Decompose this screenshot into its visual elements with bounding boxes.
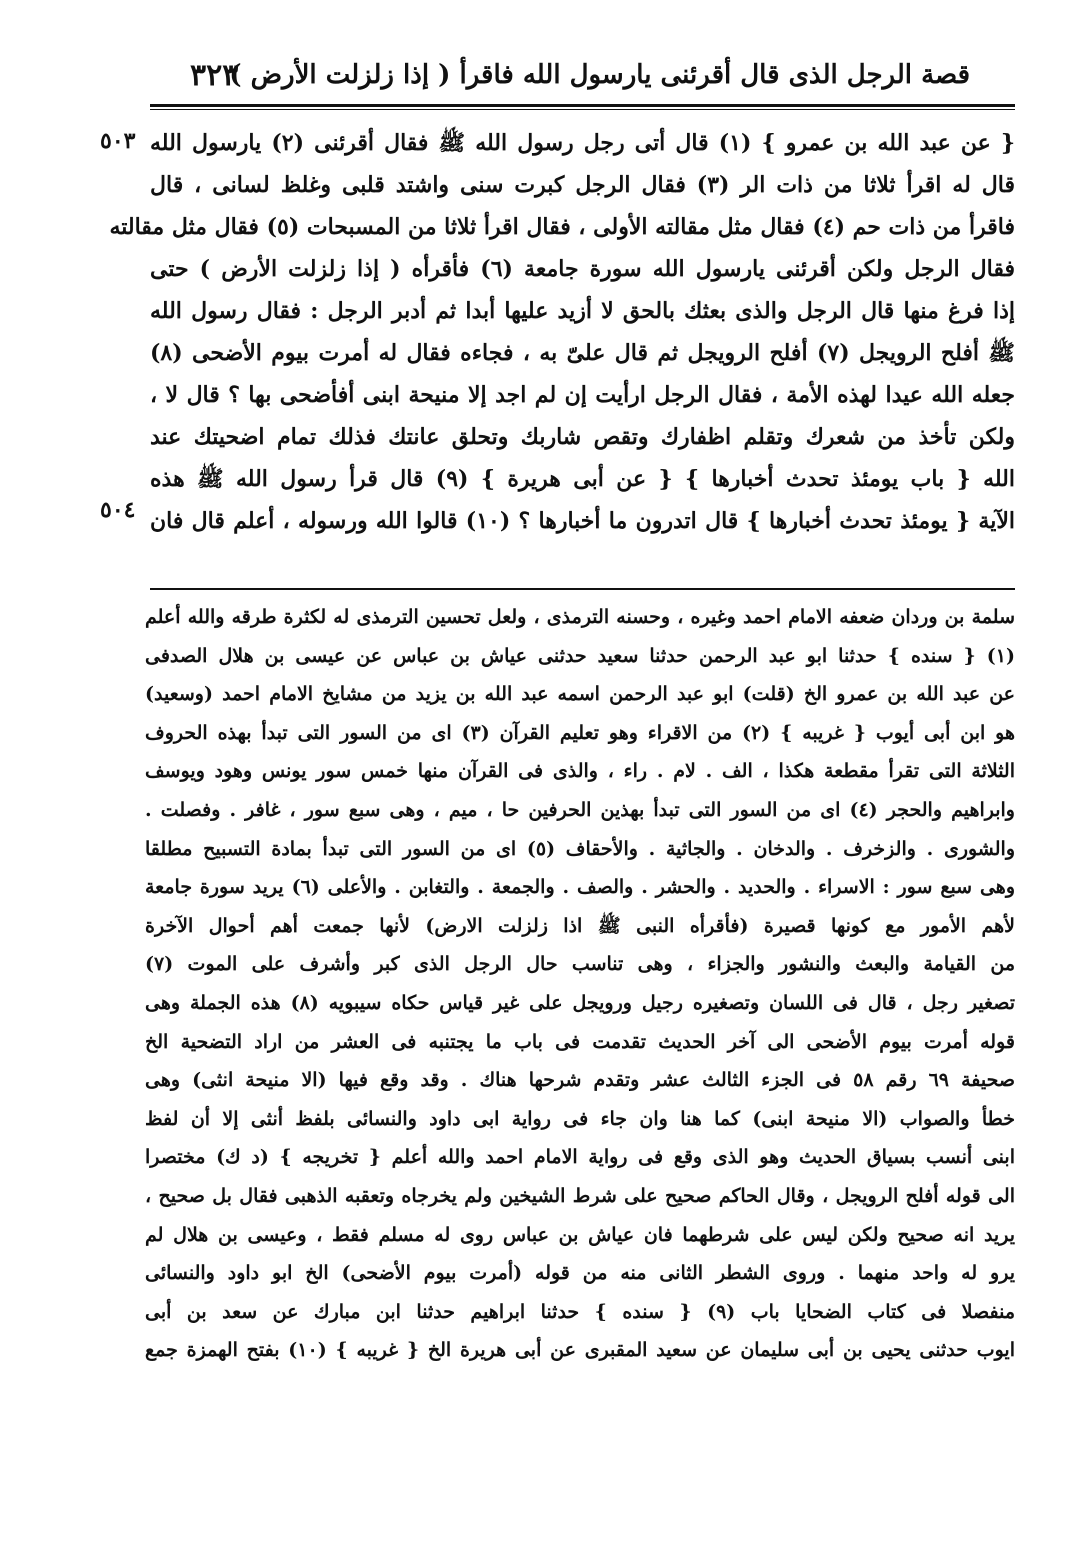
footnote-line: وابراهيم والحجر (٤) اى من السور التى تبدأ بهذين الحرفين حا ، ميم ، وهى سبع سور ، غافر . وفصلت . — [145, 798, 1015, 821]
footnote-line: منفصلا فى كتاب الضحايا باب (٩) { سنده } حدثنا ابراهيم حدثنا ابن مبارك عن سعد بن أبى — [145, 1300, 1015, 1323]
footnote-line: ابنى أنسب بسياق الحديث وهو الذى وقع فى رواية الامام احمد والله أعلم { تخريجه } (د ك) مختصرا — [145, 1146, 1015, 1169]
footnote-line: يريد انه صحيح ولكن ليس على شرطهما فان عياش بن عباس روى له مسلم فقط ، وعيسى بن هلال لم — [145, 1223, 1015, 1246]
footnote-line: عن عبد الله بن عمرو الخ (قلت) ابو عبد الرحمن اسمه عبد الله بن يزيد من مشايخ الامام احمد (وسعيد) — [145, 683, 1015, 706]
main-text-line: قال له اقرأ ثلاثا من ذات الر (٣) فقال الرجل كبرت سنى واشتد قلبى وغلظ لسانى ، قال — [150, 172, 1015, 198]
hadith-number: ٥٠٣ — [100, 128, 136, 154]
footnote-line: ايوب حدثنى يحيى بن أبى سليمان عن سعيد المقبرى عن أبى هريرة الخ { غريبه } (١٠) بفتح الهمزة جمع — [145, 1339, 1015, 1362]
running-title: قصة الرجل الذى قال أقرئنى يارسول الله فاقرأ ( إذا زلزلت الأرض ) — [229, 60, 970, 90]
footnote-line: هو ابن أبى أيوب { غريبه } (٢) من الاقراء وهو تعليم القرآن (٣) اى من السور التى تبدأ بهذه الحروف — [145, 721, 1015, 744]
footnote-line: تصغير رجل ، قال فى اللسان وتصغيره رجيل ورويجل على غير قياس حكاه سيبويه (٨) هذه الجملة وهى — [145, 991, 1015, 1014]
footnote-line: سلمة بن وردان ضعفه الامام احمد وغيره ، وحسنه الترمذى ، ولعل تحسين الترمذى له لكثرة طرقه والله أعلم — [145, 606, 1015, 628]
footnote-line: وهى سبع سور : الاسراء . والحديد . والحشر . والصف . والجمعة . والتغابن . والأعلى (٦) يريد سورة جامعة — [145, 876, 1016, 899]
footnote-line: يرو له واحد منهما . وروى الشطر الثانى منه من قوله (أمرت بيوم الأضحى) الخ ابو داود والنسائى — [145, 1262, 1015, 1285]
footnote-line: لأهم الأمور مع كونها قصيرة (فأقرأه النبى ﷺ اذا زلزلت الارض) لأنها جمعت أهم أحوال الآخرة — [145, 914, 1015, 937]
footnote-line: الى قوله أفلح الرويجل ، وقال الحاكم صحيح على شرط الشيخين ولم يخرجاه وتعقبه الذهبى فقال بل صحيح ، — [145, 1184, 1015, 1207]
hadith-number: ٥٠٤ — [100, 497, 136, 523]
footnote-divider — [150, 588, 1015, 590]
footnote-line: صحيفة ٦٩ رقم ٥٨ فى الجزء الثالث عشر وتقدم شرحها هناك . وقد وقع فيها (الا منيحة انثى) وهى — [145, 1069, 1016, 1092]
main-text-line: ولكن تأخذ من شعرك وتقلم اظفارك وتقص شاربك وتحلق عانتك فذلك تمام اضحيتك عند — [150, 424, 1015, 450]
main-text-line: { عن عبد الله بن عمرو } (١) قال أتى رجل رسول الله ﷺ فقال أقرئنى (٢) يارسول الله — [150, 130, 1015, 156]
footnote-line: الثلاثة التى تقرأ مقطعة هكذا ، الف . لام . راء ، والذى فى القرآن منها خمس سور يونس وهود ويوسف — [145, 760, 1015, 783]
page-header — [190, 58, 970, 102]
main-text-line: الله { باب يومئذ تحدث أخبارها } { عن أبى هريرة } (٩) قال قرأ رسول الله ﷺ هذه — [150, 466, 1015, 492]
footnote-line: من القيامة والبعث والنشور والجزاء ، وهى تناسب حال الرجل الذى كبر وأشرف على الموت (٧) — [145, 953, 1015, 976]
footnote-line: (١) { سنده } حدثنا ابو عبد الرحمن حدثنا سعيد حدثنى عياش بن عباس عن عيسى بن هلال الصدفى — [145, 644, 1015, 667]
footnotes — [145, 598, 1015, 1370]
main-text-line: فاقرأ من ذات حم (٤) فقال مثل مقالته الأولى ، فقال اقرأ ثلاثا من المسبحات (٥) فقال مثل مقالته — [109, 214, 1015, 240]
main-text-line: جعله الله عيدا لهذه الأمة ، فقال الرجل ارأيت إن لم اجد إلا منيحة ابنى أفأضحى بها ؟ قال لا ، — [150, 382, 1015, 408]
page-number: ٣٢٣ — [190, 58, 239, 93]
footnote-line: خطأ والصواب (الا منيحة ابنى) كما هنا وان جاء فى رواية ابى داود والنسائى بلفظ أنثى إلا أن لفظ — [145, 1107, 1016, 1130]
main-text-line: إذا فرغ منها قال الرجل والذى بعثك بالحق لا أزيد عليها أبدا ثم أدبر الرجل : فقال رسول الله — [150, 298, 1015, 324]
footnote-line: والشورى . والزخرف . والدخان . والجاثية . والأحقاف (٥) اى من السور التى تبدأ بمادة التسبيح مطلقا — [145, 837, 1015, 860]
header-rule — [150, 104, 1015, 110]
main-text-line: الآية { يومئذ تحدث أخبارها } قال اتدرون ما أخبارها ؟ (١٠) قالوا الله ورسوله ، أعلم قال فان — [150, 508, 1015, 534]
footnote-line: قوله أمرت بيوم الأضحى الى آخر الحديث تقدمت فى باب ما يجتنبه فى العشر من اراد التضحية الخ — [145, 1030, 1015, 1053]
main-text-line: ﷺ أفلح الرويجل (٧) أفلح الرويجل ثم قال علىّ به ، فجاءه فقال له أمرت بيوم الأضحى (٨) — [150, 340, 1016, 366]
main-text-line: فقال الرجل ولكن أقرئنى يارسول الله سورة جامعة (٦) فأقرأه ( إذا زلزلت الأرض ) حتى — [150, 256, 1015, 282]
